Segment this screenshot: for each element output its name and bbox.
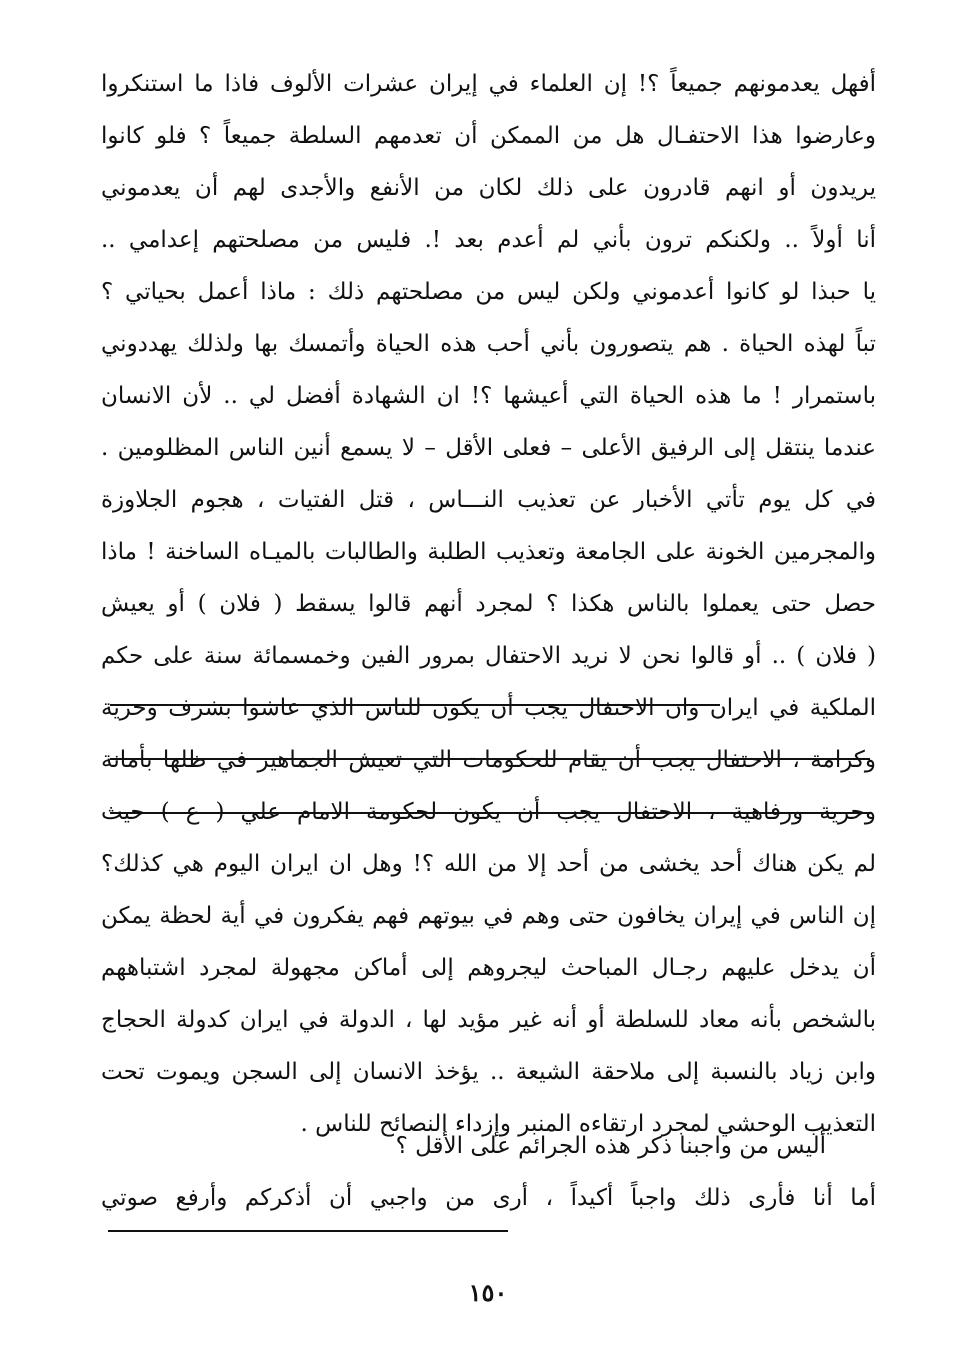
text-line: ( فلان ) .. أو قالوا نحن لا نريد الاحتفال بمرور الفين وخمسمائة سنة على حكم [101,643,876,669]
text-line: وابن زياد بالنسبة إلى ملاحقة الشيعة .. يؤخذ الانسان إلى السجن ويموت تحت [101,1059,876,1085]
underline-rule [110,758,870,760]
text-line: يريدون أو انهم قادرون على ذلك لكان من الأنفع والأجدى لهم أن يعدموني [101,175,876,201]
text-line: وكرامة ، الاحتفال يجب أن يقام للحكومات التي تعيش الجماهير في ظلها بأمانة [101,747,876,773]
paragraph-main [101,58,876,1150]
text-line: حصل حتى يعملوا بالناس هكذا ؟ لمجرد أنهم قالوا يسقط ( فلان ) أو يعيش [101,591,876,617]
text-line: لم يكن هناك أحد يخشى من أحد إلا من الله ؟! وهل ان ايران اليوم هي كذلك؟ [101,851,876,877]
text-line: عندما ينتقل إلى الرفيق الأعلى – فعلى الأقل – لا يسمع أنين الناس المظلومين . [101,435,876,461]
text-line: بالشخص بأنه معاد للسلطة أو أنه غير مؤيد لها ، الدولة في ايران كدولة الحجاج [101,1007,876,1033]
text-line: والمجرمين الخونة على الجامعة وتعذيب الطلبة والطالبات بالميـاه الساخنة ! ماذا [101,539,876,565]
text-line: التعذيب الوحشي لمجرد ارتقاءه المنبر وإزداء النصائح للناس . [300,1111,876,1137]
underline-rule [110,704,720,706]
page-number: ١٥٠ [468,1278,508,1307]
text-line: أليس من واجبنا ذكر هذه الجرائم على الأقل ؟ [395,1133,826,1159]
text-line: إن الناس في إيران يخافون حتى وهم في بيوتهم فهم يفكرون في أية لحظة يمكن [101,903,876,929]
text-line: أنا أولاً .. ولكنكم ترون بأني لم أعدم بعد !. فليس من مصلحتهم إعدامي .. [101,227,876,253]
text-line: تباً لهذه الحياة . هم يتصورون بأني أحب هذه الحياة وأتمسك بها ولذلك يهددوني [101,331,876,357]
text-line: أما أنا فأرى ذلك واجباً أكيداً ، أرى من واجبي أن أذكركم وأرفع صوتي [101,1185,876,1211]
text-line: وعارضوا هذا الاحتفـال هل من الممكن أن تعدمهم السلطة جميعاً ؟ فلو كانوا [101,123,876,149]
text-line: الملكية في ايران وان الاحتفال يجب أن يكون للناس الذي عاشوا بشرف وحرية [101,695,876,721]
text-line: وحرية ورفاهية ، الاحتفال يجب أن يكون لحكومة الامام علي ( ع ) حيث [101,799,876,825]
underline-rule [110,812,870,814]
text-line: يا حبذا لو كانوا أعدموني ولكن ليس من مصلحتهم ذلك : ماذا أعمل بحياتي ؟ [101,279,876,305]
text-line: باستمرار ! ما هذه الحياة التي أعيشها ؟! ان الشهادة أفضل لي .. لأن الانسان [101,383,876,409]
text-line: في كل يوم تأتي الأخبار عن تعذيب النـــاس ، قتل الفتيات ، هجوم الجلاوزة [101,487,876,513]
text-line: أن يدخل عليهم رجـال المباحث ليجروهم إلى أماكن مجهولة لمجرد اشتباههم [101,955,876,981]
underline-rule [108,1230,508,1232]
paragraph-closing [101,1120,876,1224]
text-line: أفهل يعدمونهم جميعاً ؟! إن العلماء في إيران عشرات الألوف فاذا ما استنكروا [101,71,876,97]
